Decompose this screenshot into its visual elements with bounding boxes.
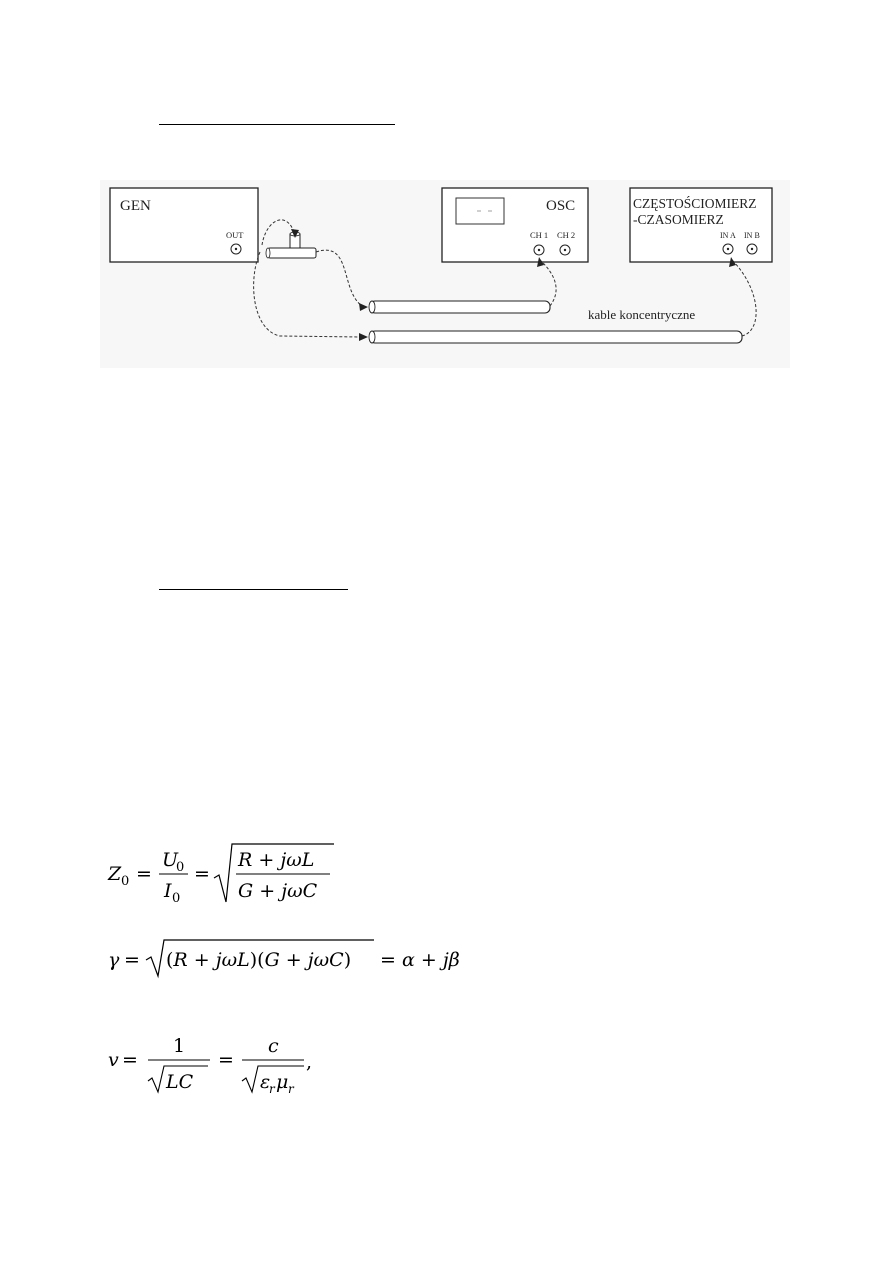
svg-text:v: v: [108, 1049, 119, 1071]
generator-out-label: OUT: [226, 230, 244, 240]
svg-text:I: I: [164, 880, 172, 902]
svg-text:R + jωL: R + jωL: [238, 849, 315, 871]
oscilloscope-title: OSC: [546, 198, 576, 214]
svg-text:Z: Z: [108, 863, 122, 885]
svg-text:=: =: [136, 863, 152, 885]
counter-title-line2: -CZASOMIERZ: [633, 212, 724, 227]
counter-in-b-label: IN B: [744, 231, 760, 240]
svg-text:r: r: [269, 1082, 275, 1096]
section-heading-underline-2: [159, 589, 348, 590]
section-heading-underline-1: [159, 124, 395, 125]
oscilloscope-ch2-label: CH 2: [557, 230, 576, 240]
coax-cable-short: [369, 301, 550, 313]
svg-text:U: U: [162, 849, 179, 871]
svg-text:r: r: [288, 1082, 294, 1096]
svg-text:=: =: [122, 1049, 138, 1071]
svg-text:= α + jβ: = α + jβ: [380, 949, 460, 971]
measurement-setup-diagram: [100, 180, 790, 368]
svg-text:μ: μ: [276, 1071, 289, 1093]
svg-text:0: 0: [176, 860, 185, 875]
svg-text:ε: ε: [260, 1071, 271, 1093]
equation-phase-velocity: [108, 1028, 328, 1098]
oscilloscope-ch1-label: CH 1: [530, 230, 549, 240]
svg-text:=: =: [218, 1049, 234, 1071]
svg-text:=: =: [194, 863, 210, 885]
counter-title-line1: CZĘSTOŚCIOMIERZ: [633, 196, 757, 211]
svg-text:0: 0: [121, 874, 130, 889]
svg-text:=: =: [124, 949, 140, 971]
equation-propagation-constant: [108, 938, 478, 978]
equation-characteristic-impedance: [108, 842, 338, 906]
generator-title: GEN: [120, 198, 151, 214]
svg-text:,: ,: [306, 1051, 313, 1073]
svg-text:γ: γ: [108, 949, 120, 971]
coax-cable-long: [369, 331, 742, 343]
svg-text:G + jωC: G + jωC: [238, 880, 318, 902]
svg-text:c: c: [268, 1035, 279, 1057]
svg-text:(R + jωL)(G + jωC): (R + jωL)(G + jωC): [166, 949, 352, 971]
svg-text:0: 0: [172, 891, 181, 906]
svg-text:1: 1: [173, 1035, 186, 1057]
svg-text:LC: LC: [166, 1071, 194, 1093]
cable-label: kable koncentryczne: [588, 307, 696, 322]
counter-in-a-label: IN A: [720, 231, 736, 240]
